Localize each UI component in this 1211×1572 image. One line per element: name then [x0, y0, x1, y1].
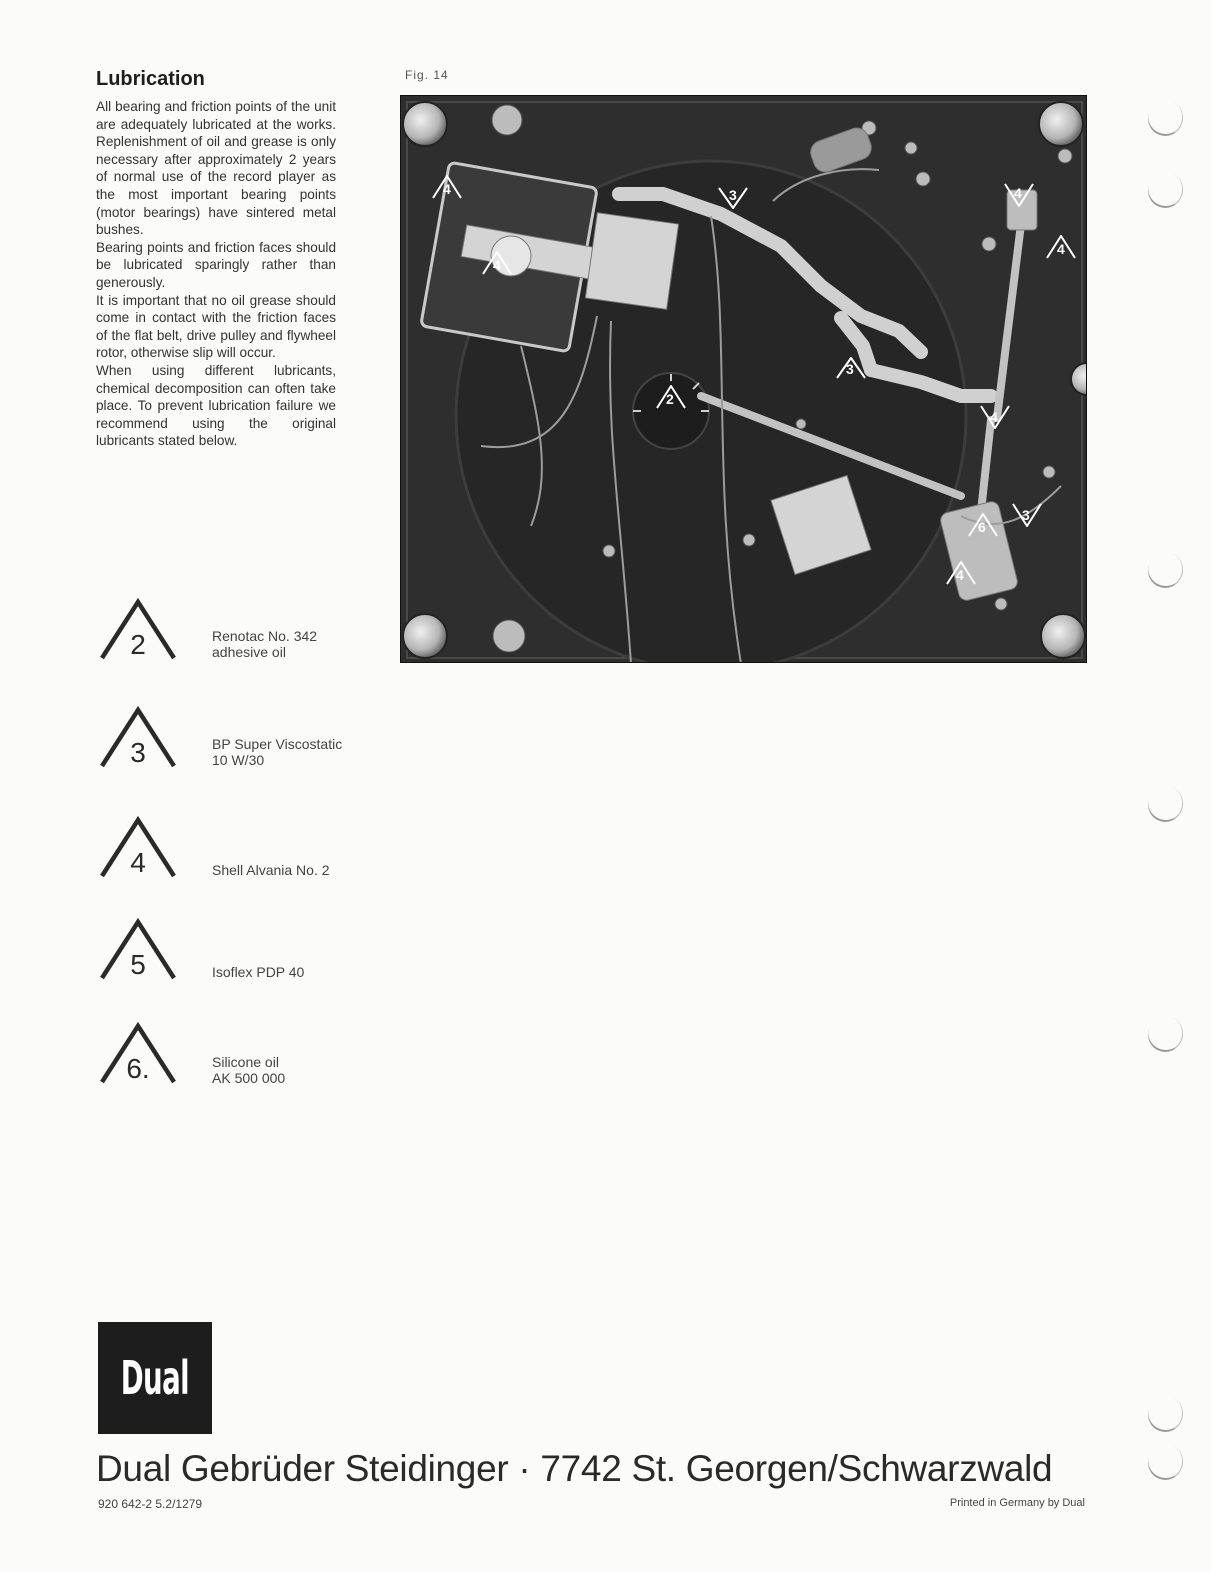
section-title: Lubrication [96, 68, 205, 90]
binder-hole [1143, 167, 1188, 213]
svg-text:3: 3 [729, 187, 737, 203]
svg-text:6: 6 [978, 519, 986, 535]
binder-hole [1143, 781, 1188, 827]
lubricant-symbol-5 [98, 918, 180, 984]
svg-text:4: 4 [1057, 241, 1065, 257]
svg-text:3: 3 [130, 737, 146, 768]
lubricant-3 [98, 706, 398, 776]
dual-logo: Dual [98, 1322, 212, 1434]
binder-hole [1143, 1011, 1188, 1057]
svg-text:6.: 6. [126, 1053, 150, 1084]
binder-hole [1143, 1391, 1188, 1437]
svg-text:4: 4 [1014, 185, 1022, 201]
figure-label: Fig. 14 [405, 68, 449, 82]
paragraph-factory-lubrication: All bearing and friction points of the unit are adequately lubricated at the works. Replenishment of oil and grease is only necessary after approximately 2 years of normal use of the record player as the most important bearing points (motor bearings) have sintered metal bushes. [96, 99, 336, 238]
lubricant-6 [98, 1022, 398, 1092]
lubricant-label-2: Renotac No. 342 adhesive oil [212, 628, 318, 660]
paragraph-sparingly: Bearing points and friction faces should be lubricated sparingly rather than generously. [96, 239, 336, 290]
binder-hole [1143, 547, 1188, 593]
svg-text:3: 3 [846, 361, 854, 377]
lubricant-5 [98, 918, 398, 988]
svg-text:2: 2 [130, 629, 146, 660]
lubricant-label-6: Silicone oil AK 500 000 [212, 1054, 286, 1086]
paragraph-no-grease: It is important that no oil grease should come in contact with the friction faces of the flat belt, drive pulley and flywheel rotor, otherwise slip will occur. [96, 292, 336, 361]
lubricant-symbol-4 [98, 816, 180, 882]
turntable-underside-photo [400, 95, 1087, 663]
lubricant-label-3: BP Super Viscostatic 10 W/30 [212, 736, 343, 768]
lubricant-label-4: Shell Alvania No. 2 [212, 862, 330, 878]
binder-hole [1143, 95, 1188, 141]
intro-text [96, 98, 336, 450]
lubricant-symbol-3 [98, 706, 180, 772]
svg-text:3: 3 [1022, 507, 1030, 523]
svg-text:4: 4 [130, 847, 146, 878]
lubricant-4 [98, 816, 398, 886]
svg-text:5: 5 [130, 949, 146, 980]
lubricant-label-5: Isoflex PDP 40 [212, 964, 305, 980]
svg-text:4: 4 [443, 181, 451, 197]
lubricant-symbol-2 [98, 598, 180, 664]
lubricant-symbol-6 [98, 1022, 180, 1088]
document-number: 920 642-2 5.2/1279 [98, 1497, 203, 1511]
svg-text:2: 2 [666, 391, 674, 407]
svg-text:4: 4 [956, 567, 964, 583]
printed-note: Printed in Germany by Dual [949, 1497, 1085, 1509]
paragraph-original-lubricants: When using different lubricants, chemical decomposition can often take place. To prevent lubrication failure we recommend using the original lubricants stated below. [96, 362, 336, 449]
turntable-chassis-illustration [401, 96, 1087, 663]
svg-text:4: 4 [990, 409, 998, 425]
lubricant-2 [98, 598, 398, 668]
binder-hole [1143, 1439, 1188, 1485]
company-name: Dual Gebrüder Steidinger · 7742 St. Georgen/Schwarzwald [96, 1448, 1053, 1489]
svg-text:4: 4 [493, 257, 501, 273]
